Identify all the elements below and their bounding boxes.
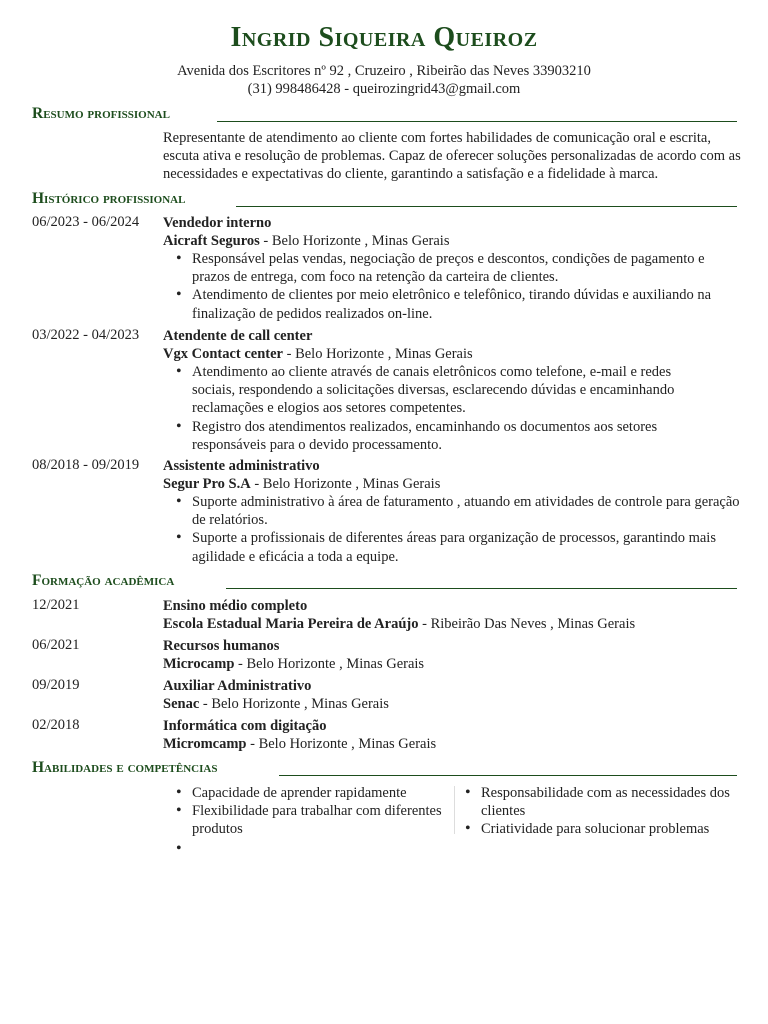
school-name: Microcamp	[163, 656, 235, 672]
company-location: - Belo Horizonte , Minas Gerais	[250, 476, 441, 492]
job-bullets	[163, 250, 741, 323]
education-course: Ensino médio completo	[163, 598, 308, 614]
skill-item	[163, 840, 453, 858]
education-school-line	[163, 615, 635, 633]
section-title-education: Formação acadêmica	[32, 572, 175, 589]
job-dates: 06/2023 - 06/2024	[32, 214, 140, 230]
summary-text: Representante de atendimento ao cliente com fortes habilidades de comunicação oral e escrita, escuta ativa e resolução de problemas. Capaz de oferecer soluções personalizadas de acordo com as necessidades e expectativas do cliente, garantindo a satisfação e a fidelidade à marca.	[163, 130, 741, 183]
education-course: Informática com digitação	[163, 718, 327, 734]
skill-item: • Flexibilidade para trabalhar com diferentes produtos	[163, 802, 453, 838]
job-title: Atendente de call center	[163, 328, 313, 344]
list-item: • Atendimento ao cliente através de canais eletrônicos como telefone, e-mail e redes sociais, respondendo a solicitações diversas, esclarecendo dúvidas e encaminhando reclamações e elogios aos setores competentes.	[163, 363, 715, 418]
section-title-summary: Resumo profissional	[32, 105, 170, 122]
job-title: Vendedor interno	[163, 215, 272, 231]
skill-item: • Criatividade para solucionar problemas	[452, 820, 747, 838]
list-item: • Atendimento de clientes por meio eletrônico e telefônico, tirando dúvidas e auxiliando na finalização de pedidos realizados on-line.	[163, 286, 741, 322]
job-company-line	[163, 475, 440, 493]
education-date: 06/2021	[32, 637, 80, 653]
job-dates: 08/2018 - 09/2019	[32, 457, 140, 473]
education-date: 12/2021	[32, 597, 80, 613]
education-date: 09/2019	[32, 677, 80, 693]
list-item: • Registro dos atendimentos realizados, encaminhando os documentos aos setores responsáveis para o devido processamento.	[163, 418, 715, 454]
education-school-line	[163, 655, 424, 673]
school-location: - Belo Horizonte , Minas Gerais	[199, 696, 389, 712]
skills-list-right	[452, 784, 747, 839]
section-divider	[279, 775, 737, 776]
job-company-line	[163, 345, 473, 363]
company-location: - Belo Horizonte , Minas Gerais	[259, 233, 450, 249]
list-item: • Responsável pelas vendas, negociação de preços e descontos, condições de pagamento e prazos de entrega, com foco na retenção da carteira de clientes.	[163, 250, 741, 286]
section-title-history: Histórico profissional	[32, 190, 186, 207]
job-title: Assistente administrativo	[163, 458, 320, 474]
job-bullets	[163, 363, 715, 454]
education-school-line	[163, 695, 389, 713]
skill-item: • Responsabilidade com as necessidades dos clientes	[452, 784, 747, 820]
section-divider	[217, 121, 737, 122]
section-divider	[226, 588, 737, 589]
skills-list-left	[163, 784, 453, 858]
skill-item: • Capacidade de aprender rapidamente	[163, 784, 453, 802]
school-name: Micromcamp	[163, 736, 247, 752]
school-name: Escola Estadual Maria Pereira de Araújo	[163, 616, 419, 632]
school-location: - Belo Horizonte , Minas Gerais	[246, 736, 437, 752]
education-date: 02/2018	[32, 717, 80, 733]
section-divider	[236, 206, 737, 207]
education-school-line	[163, 735, 436, 753]
phone-email: (31) 998486428 - queirozingrid43@gmail.com	[247, 81, 521, 97]
school-location: - Belo Horizonte , Minas Gerais	[234, 656, 425, 672]
education-course: Auxiliar Administrativo	[163, 678, 312, 694]
section-title-skills: Habilidades e competências	[32, 759, 218, 776]
list-item: • Suporte administrativo à área de faturamento , atuando em atividades de controle para geração de relatórios.	[163, 493, 743, 529]
school-location: - Ribeirão Das Neves , Minas Gerais	[418, 616, 636, 632]
job-dates: 03/2022 - 04/2023	[32, 327, 140, 343]
address: Avenida dos Escritores nº 92 , Cruzeiro , Ribeirão das Neves 33903210	[177, 63, 591, 79]
candidate-name: Ingrid Siqueira Queiroz	[230, 22, 538, 53]
education-course: Recursos humanos	[163, 638, 280, 654]
job-bullets	[163, 493, 743, 566]
company-location: - Belo Horizonte , Minas Gerais	[283, 346, 473, 362]
list-item: • Suporte a profissionais de diferentes áreas para organização de processos, garantindo mais agilidade e eficácia a toda a equipe.	[163, 529, 743, 565]
school-name: Senac	[163, 696, 200, 712]
company-name: Segur Pro S.A	[163, 476, 251, 492]
job-company-line	[163, 232, 449, 250]
company-name: Aicraft Seguros	[163, 233, 260, 249]
company-name: Vgx Contact center	[163, 346, 283, 362]
